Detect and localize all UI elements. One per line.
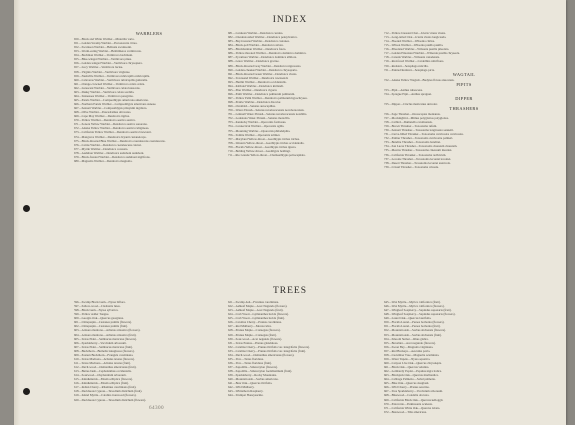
index-entry: 662—Lutescent Warbler—Vermivora celata lutescens. (74, 85, 141, 90)
index-entry: 604—Arizona madrona—Arbutus arizonica (fruit). (74, 332, 137, 337)
index-entry: 674—Mangrove Warbler—Dendroica bryanti castaneiceps. (74, 134, 147, 139)
index-entry: 676—Cairns Warbler—Dendroica caerulescens cairnsi. (74, 142, 142, 147)
index-entry: 643—Whitethorn Raspberry. (228, 389, 264, 394)
index-entry: 626—Carolina Cherry—Prunus caroliniana. (228, 320, 282, 325)
index-entry: 717—Golden Pileolated Warbler—Wilsonia pusilla chryseola. (384, 51, 460, 56)
index-entry: 649—Laurel Oak—Quercus laurifolia. (384, 316, 432, 321)
index-entry: 712—Yellow-breasted Chat—Icteria virens virens. (384, 31, 446, 35)
index-entry: 671—California White Oak—Quercus lobata. (384, 405, 441, 410)
index-entry: 616—Kinnikinnick—Ehretia elliptica (fruit). (74, 381, 129, 386)
index-entry: 732—Palmer Thrasher—Toxostoma curvirostre palmeri. (384, 136, 454, 141)
binder-hole-bottom (23, 388, 30, 395)
index-entry: 725—Dipper—Cinclus mexicanus unicolor. (384, 101, 438, 106)
section-title: PIPITS (456, 81, 472, 87)
index-entry: 672—Basswood—Tilia americana. (384, 409, 427, 414)
index-entry: 663—Blackjack Oak—Quercus marilandica. (384, 373, 439, 378)
index-entry: 658—Virginia Warbler—Vermivora virginiae. (74, 69, 131, 74)
index-entry: 739—Crissal Thrasher—Toxostoma crissale. (384, 164, 439, 169)
index-entry: 614—Sourwood—Oxydendrum arboreum. (74, 373, 127, 378)
index-entry: 607—Texas Elder—Sambucus mexicana (fruit). (74, 344, 133, 349)
index-entry: 691—Black-throated Green Warbler—Dendroica virens. (228, 71, 298, 76)
index-entry: 610—Texas Madrona—Arbutus texana (flowers). (74, 356, 135, 361)
index-entry: 634—Devil-wood—Osmanthus americanus (flowers). (228, 352, 295, 357)
index-entry: 631—Texas Prunus—Prunus glandulosa. (228, 340, 279, 345)
index-entry: 736—California Thrasher—Toxostoma redivivum. (384, 152, 447, 157)
index-entry: 673—California Yellow Warbler—Dendroica aestiva brewsteri. (74, 130, 152, 135)
index-entry: 661—Orange-crowned Warbler—Vermivora celata celata. (74, 81, 145, 86)
index-entry: 708—Western Yellow-throat—Geothlypis trichas occidentalis. (228, 140, 305, 145)
index-entry: 719—Red-faced Warbler—Cardellina rubrifrons. (384, 59, 445, 64)
index-entry: 709—Florida Yellow-throat—Geothlypis trichas ignota. (228, 144, 297, 149)
index-entry: 699—Ovenbird—Seiurus aurocapillus. (228, 104, 276, 109)
index-entry: 655—Boxelder—Acer negundo (flowers). (384, 340, 436, 345)
index-entry: 659—Water Tupelo—Nyssa aquatica. (384, 356, 431, 361)
index-entry: 651—Florida Laurel—Persea borbonia (fruit). (384, 324, 441, 329)
index-entry: 627—Red Mulberry—Morus rubra. (228, 324, 272, 329)
index-entry: 656—Golden-winged Warbler—Vermivora chrysoptera. (74, 61, 143, 66)
index-entry: 670—Yellow Warbler—Dendroica aestiva aestiva. (74, 118, 136, 123)
index-entry: 668—Bluewood—Condalia obovata. (384, 393, 430, 398)
index-entry: 665—Parula Warbler—Compsothlypis americana americana. (74, 97, 149, 102)
binder-hole-middle (23, 205, 30, 212)
index-entry: 730—Sennett Thrasher—Toxostoma longirostre sennetti. (384, 128, 454, 133)
index-entry: 684—Black-poll Warbler—Dendroica striata. (228, 43, 284, 48)
index-entry: 644—Trumpet Honeysuckle. (228, 393, 264, 398)
warblers-continued-column (228, 31, 378, 157)
index-entry: 672—Alaska Yellow Warbler—Dendroica aestiva rubiginosa. (74, 126, 150, 131)
index-entry: 715—Wilson Warbler—Wilsonia pusilla pusilla. (384, 43, 444, 48)
index-entry: 664—Cabbage Palmetto—Sabal palmetto. (384, 377, 436, 382)
index-entry: 648—Wingleaf Soapberry—Sapindus saponaria (flowers). (384, 312, 456, 317)
index-entry: 647—Wingleaf Soapberry—Sapindus saponaria (fruit). (384, 308, 452, 313)
folder-edge (0, 0, 14, 425)
index-entry: 665—Blue Oak—Quercus douglasii. (384, 381, 430, 386)
binder-hole-top (23, 85, 30, 92)
index-entry: 710—Belding Yellow-throat—Geothlypis beldingi. (228, 148, 291, 153)
index-entry: 724—Sprague Pipit—Anthus spraguei. (384, 91, 432, 96)
index-entry: 664—Tennessee Warbler—Vermivora peregrina. (74, 93, 134, 98)
index-entry: 638—Sapodilla—Sideroxylon foetidissimum (fruit). (228, 369, 293, 374)
index-entry: 678—Audubon Warbler—Dendroica auduboni auduboni. (74, 150, 145, 155)
index-entry: 635—Yew—Taxus floridana. (228, 356, 264, 361)
index-entry: 641—Bear Oak—Quercus ilicifolia. (228, 381, 273, 386)
index-entry: 729—Brown Thrasher—Toxostoma rufum. (384, 124, 437, 129)
index-entry: 728—Catbird—Dumetella carolinensis. (384, 120, 433, 124)
index-entry: 611—Texas Madrona—Arbutus texana (fruit). (74, 360, 131, 365)
index-entry: 618—Deciduous Cypress—Taxodium distichum (fruit). (74, 389, 143, 394)
index-entry: 705—Mourning Warbler—Oporornis philadelphia. (228, 128, 291, 133)
index-entry: 687—Sycamore Warbler—Dendroica dominica albilora. (228, 55, 297, 60)
index-entry: 669—California Black Oak—Quercus kelloggii. (384, 397, 444, 402)
index-entry: 597—Sallow-wood—Cladrastis lutea. (74, 304, 121, 309)
index-entry: 707—Maryland Yellow-throat—Geothlypis trichas trichas. (228, 136, 300, 141)
index-entry: 640—Mountain Ash—Sorbus americana. (228, 377, 279, 382)
index-entry: 600—Georgia Oak—Quercus georgiana. (74, 316, 124, 321)
index-entry: 668—Olive Warbler—Peucedramus olivaceus. (74, 110, 132, 115)
section-title: WAGTAIL (452, 71, 476, 77)
index-entry: 660—Canyon Live Oak—Quercus chrysolepis. (384, 360, 442, 365)
index-entry: 671—Sonora Yellow Warbler—Dendroica aestiva sonorana. (74, 122, 148, 127)
index-entry: 696—Palm Warbler—Dendroica palmarum palmarum. (228, 91, 296, 96)
index-entry: 726—Sage Thrasher—Oreoscoptes montanus. (384, 111, 441, 116)
index-entry: 670—Paloverde—Parkinsonia aculeata. (384, 401, 433, 406)
index-entry: 682—Chestnut-sided Warbler—Dendroica pensylvanica. (228, 35, 298, 40)
index-entry: 711—Rio Grande Yellow-throat—Chamaethlypis poliocephala. (228, 152, 306, 157)
index-entry: 650—Florida Laurel—Persea borbonia (flowers). (384, 320, 445, 325)
index-entry: 658—Cucumber Tree—Magnolia acuminata. (384, 352, 440, 357)
index-entry: 661—Black Oak—Quercus velutina. (384, 365, 430, 369)
index-entry: 679—Black-fronted Warbler—Dendroica auduboni nigrifrons. (74, 154, 151, 159)
index-entry: 622—Ashleaf Maple—Acer Negundo (flowers). (228, 304, 288, 309)
index-entry: 735—Mearns Thrasher—Toxostoma cinereum mearnsi. (384, 148, 453, 153)
index-entry: 602—Chinquapin—Castanea pumila (fruit). (74, 324, 128, 329)
index-entry: 659—Nashville Warbler—Vermivora rubricapilla rubricapilla. (74, 73, 151, 78)
index-page (14, 0, 566, 425)
index-entry: 633—Catalina Cherry—Prunus ilicifolia var. integrifolia (fruit). (228, 348, 306, 353)
index-entry: 680—Magnolia Warbler—Dendroica magnolia. (74, 158, 133, 163)
index-entry: 667—Tree Sparkleberry—Vaccinium arboreum. (384, 389, 443, 394)
background-edge (566, 0, 575, 425)
index-entry: 693—Hermit Warbler—Dendroica occidentalis. (228, 79, 287, 84)
index-entry: 596—Swamp Black Gum—Nyssa biflora. (74, 300, 126, 304)
index-entry: 733—Bendire Thrasher—Toxostoma bendirei. (384, 140, 441, 145)
index-entry: 655—Blue-winged Warbler—Vermivora pinus. (74, 57, 132, 62)
index-entry: 720—Redstart—Setophaga ruticilla. (384, 63, 429, 68)
catalog-number: 64300 (149, 405, 164, 411)
index-entry: 624—Crab Wood—Gymnanthes lucida (flowers). (228, 312, 289, 317)
index-entry: 727—Mockingbird—Mimus polyglottos polyglottos. (384, 115, 449, 120)
index-entry: 606—Sparkleberry—Vaccinium arboreum. (74, 340, 127, 345)
index-entry: 677—Myrtle Warbler—Dendroica coronata. (74, 146, 129, 151)
index-entry: 686—Yellow-throated Warbler—Dendroica dominica dominica. (228, 51, 307, 56)
index-entry: 688—Grace Warbler—Dendroica graciae. (228, 59, 280, 64)
index-entry: 690—Golden-cheeked Warbler—Dendroica chrysoparia. (228, 67, 298, 72)
index-entry: 683—Bay-breasted Warbler—Dendroica castanea. (228, 39, 290, 44)
index-entry: 703—Kentucky Warbler—Oporornis formosus. (228, 120, 287, 125)
index-entry: 702—Louisiana Water-Thrush—Seiurus motacilla. (228, 116, 291, 121)
index-entry: 718—Canada Warbler—Wilsonia canadensis. (384, 55, 440, 60)
index-entry: 612—Devil-wood—Osmanthus americanus (fruit). (74, 365, 137, 369)
index-entry: 700—Water-Thrush—Seiurus noveboracensis noveboracensis. (228, 108, 305, 113)
index-entry: 628—Prunus Maple—Crataegus (flowers). (228, 328, 281, 333)
index-entry: 722—Alaska Yellow Wagtail—Budytes flavus alascensis. (384, 77, 455, 82)
section-title: DIPPER (455, 95, 473, 101)
index-entry: 689—Black-throated Gray Warbler—Dendroica nigrescens. (228, 63, 302, 68)
index-entry: 632—Catalina Cherry—Prunus ilicifolia var. integrifolia (flowers). (228, 344, 310, 349)
index-entry: 666—Northern Parula Warbler—Compsothlypis americana usneae. (74, 102, 157, 106)
index-entry: 713—Long-tailed Chat—Icteria virens longicauda. (384, 35, 447, 40)
page-title: INDEX (272, 15, 308, 25)
index-entry: 653—Mountain Ash—Sorbus sitchensis (fruit). (384, 332, 442, 337)
index-entry: 669—Cape May Warbler—Dendroica tigrina. (74, 114, 130, 119)
index-entry: 694—Kirtland Warbler—Dendroica kirtlandi. (228, 83, 284, 88)
index-entry: 701—Grinnell Water-Thrush—Seiurus noveboracensis notabilis. (228, 112, 308, 117)
section-title: WARBLERS (135, 31, 163, 36)
index-entry: 706—Tolmie Warbler—Oporornis tolmiei. (228, 132, 281, 137)
index-entry: 598—Black Gum—Nyssa sylvatica. (74, 308, 119, 313)
index-entry: 629—Prunus Maple—Crataegus (fruit). (228, 332, 277, 337)
index-entry: 657—Lucy Warbler—Vermivora luciae. (74, 65, 124, 70)
index-entry: 731—Curve-billed Thrasher—Toxostoma curvirostre curvirostre. (384, 132, 464, 137)
index-entry: 697—Yellow Palm Warbler—Dendroica palmarum hypochrysea. (228, 96, 308, 100)
index-entry: 619—Island Myrtle—Catalina ironwood (flowers). (74, 393, 137, 398)
index-entry: 652—Swainson Warbler—Helinaia swainsonii. (74, 45, 132, 50)
index-entry: 642—Wild Mulberry. (228, 385, 255, 390)
index-entry: 716—Pileolated Warbler—Wilsonia pusilla pileolata. (384, 47, 450, 52)
index-entry: 603—Arizona madrona—Arbutus arizonica (flowers). (74, 328, 141, 333)
trees-column-left (74, 300, 224, 402)
warblers-column (74, 31, 224, 163)
index-entry: 646—Wax Myrtle—Myrica californica (flowers). (384, 304, 445, 309)
index-entry: 695—Pine Warbler—Dendroica vigorsi. (228, 87, 278, 92)
index-entry: 681—Cerulean Warbler—Dendroica cerulea. (228, 31, 284, 35)
index-entry: 609—Eastern Buckthorn—Frangula caroliniana. (74, 352, 134, 357)
index-entry: 692—Townsend Warbler—Dendroica townsendi. (228, 75, 289, 80)
index-entry: 653—Worm-eating Warbler—Helmitheros vermivorus. (74, 49, 142, 54)
page-fold (14, 0, 20, 425)
index-entry: 615—Kinnikinnick—Ehretia elliptica (flowers). (74, 377, 133, 382)
index-entry: 621—Swamp Ash—Fraxinus caroliniana. (228, 300, 280, 304)
index-entry: 599—Yellow Adder Tongue. (74, 312, 110, 317)
index-entry: 620—Deciduous Cypress—Taxodium distichum (flowers). (74, 397, 147, 402)
trees-column-middle (228, 300, 378, 398)
trees-title: TREES (272, 286, 308, 296)
index-entry: 654—Smooth Sumac—Rhus glabra. (384, 336, 429, 341)
section-title: THRASHERS (449, 105, 479, 111)
index-entry: 685—Blackburnian Warbler—Dendroica fusca. (228, 47, 287, 52)
index-entry: 639—Sparkleberry—Rocky Mountains. (228, 373, 277, 378)
index-entry: 651—Golden Swamp Warbler—Protonotaria citrea. (74, 41, 138, 46)
index-entry: 654—Bachman Warbler—Vermivora bachmani. (74, 53, 133, 58)
wagtail-thrashers-column (384, 31, 544, 169)
index-entry: 721—Painted Redstart—Setophaga picta. (384, 67, 435, 72)
trees-column-right (384, 300, 544, 414)
index-entry: 601—Chinquapin—Castanea pumila (flowers). (74, 320, 132, 325)
index-entry: 637—Sapodilla—Sideroxylon (flowers). (228, 365, 278, 369)
index-entry: 723—Pipit—Anthus rubescens. (384, 87, 423, 92)
index-entry: 704—Connecticut Warbler—Oporornis agilis. (228, 124, 285, 129)
index-entry: 608—Buckthorn—Bumelia lanuginosa (flowers). (74, 348, 135, 353)
index-entry: 714—Hooded Warbler—Wilsonia citrina. (384, 39, 435, 44)
index-entry: 650—Black and White Warbler—Mniotilta varia. (74, 37, 135, 41)
index-entry: 636—Yew—Taxus floridana (fruit). (228, 360, 272, 365)
index-entry: 660—Calaveras Warbler—Vermivora rubricapilla gutturalis. (74, 77, 148, 82)
index-entry: 652—Mountain Ash—Sorbus sitchensis (flowers). (384, 328, 446, 333)
index-entry: 662—Lombardy Poplar—Populus nigra italica. (384, 369, 442, 374)
index-entry: 613—Butter-bush—Cephalanthus occidentalis. (74, 369, 132, 374)
index-entry: 663—Dusky Warbler—Vermivora celata sordida. (74, 89, 135, 94)
index-entry: 657—Red Buckeye—Aesculus pavia. (384, 348, 431, 353)
index-entry: 734—San Lucas Thrasher—Toxostoma cinereum cinereum. (384, 144, 458, 149)
index-entry: 666—Wild Cherry—Prunus serotina. (384, 385, 430, 390)
index-entry: 623—Ashleaf Maple—Acer Negundo (fruit). (228, 308, 284, 313)
index-entry: 698—Prairie Warbler—Dendroica discolor. (228, 100, 282, 105)
index-entry: 605—Texas Elder—Sambucus mexicana (flowers). (74, 336, 137, 341)
index-entry: 675—Black-throated Blue Warbler—Dendroica caerulescens caerulescens. (74, 138, 166, 143)
index-entry: 738—Desert Thrasher—Toxostoma lecontei arenicola. (384, 160, 451, 165)
index-entry: 656—Sweet Bay—Magnolia virginiana. (384, 344, 434, 349)
index-entry: 630—Sour-wood—Acer negundo (flowers). (228, 336, 283, 341)
index-entry: 617—Indian Cherry—Rhamnus caroliniana (fruit). (74, 385, 137, 390)
index-entry: 645—Wax Myrtle—Myrica californica (fruit). (384, 300, 441, 304)
index-entry: 625—Crab Wood—Gymnanthes lucida (fruit). (228, 316, 285, 321)
index-entry: 737—Leconte Thrasher—Toxostoma lecontei lecontei. (384, 156, 452, 161)
index-entry: 667—Sennett Warbler—Compsothlypis pitiayumi nigrilora. (74, 106, 148, 111)
